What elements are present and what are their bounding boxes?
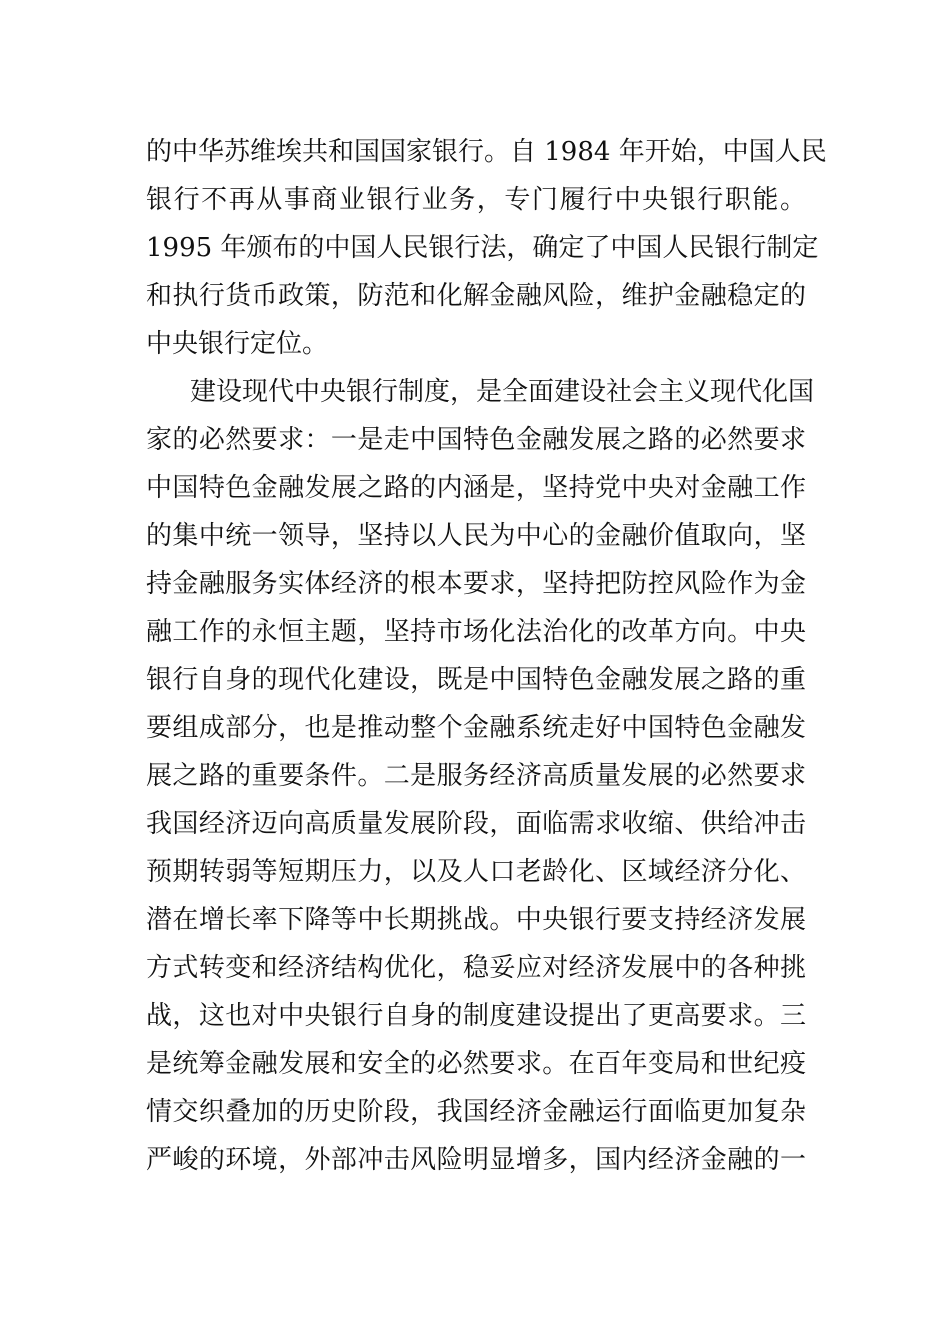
text-line: 潜在增长率下降等中长期挑战。中央银行要支持经济发展 [146, 905, 806, 935]
text-line: 我国经济迈向高质量发展阶段，面临需求收缩、供给冲击 [146, 809, 806, 839]
text-line: 家的必然要求：一是走中国特色金融发展之路的必然要求 [146, 425, 806, 455]
text-line: 展之路的重要条件。二是服务经济高质量发展的必然要求 [146, 761, 806, 791]
text-line: 银行自身的现代化建设，既是中国特色金融发展之路的重 [146, 665, 806, 695]
text-line: 要组成部分，也是推动整个金融系统走好中国特色金融发 [146, 713, 806, 743]
text-line: 方式转变和经济结构优化，稳妥应对经济发展中的各种挑 [146, 953, 806, 983]
text-line: 中央银行定位。 [146, 329, 329, 359]
text-line: 持金融服务实体经济的根本要求，坚持把防控风险作为金 [146, 569, 806, 599]
text-line: 的中华苏维埃共和国国家银行。自 1984 年开始，中国人民 [146, 137, 827, 167]
text-line: 是统筹金融发展和安全的必然要求。在百年变局和世纪疫 [146, 1049, 806, 1079]
text-line: 融工作的永恒主题，坚持市场化法治化的改革方向。中央 [146, 617, 806, 647]
text-line: 1995 年颁布的中国人民银行法，确定了中国人民银行制定 [146, 233, 819, 263]
text-line: 严峻的环境，外部冲击风险明显增多，国内经济金融的一 [146, 1145, 806, 1175]
text-line: 银行不再从事商业银行业务，专门履行中央银行职能。 [146, 185, 806, 215]
text-line: 预期转弱等短期压力，以及人口老龄化、区域经济分化、 [146, 857, 806, 887]
text-line: 中国特色金融发展之路的内涵是，坚持党中央对金融工作 [146, 473, 806, 503]
text-line: 和执行货币政策，防范和化解金融风险，维护金融稳定的 [146, 281, 806, 311]
paragraph-start-line: 建设现代中央银行制度，是全面建设社会主义现代化国 [190, 377, 815, 407]
text-line: 的集中统一领导，坚持以人民为中心的金融价值取向，坚 [146, 521, 806, 551]
text-line: 情交织叠加的历史阶段，我国经济金融运行面临更加复杂 [146, 1097, 806, 1127]
text-line: 战，这也对中央银行自身的制度建设提出了更高要求。三 [146, 1001, 806, 1031]
document-body [146, 128, 827, 1184]
